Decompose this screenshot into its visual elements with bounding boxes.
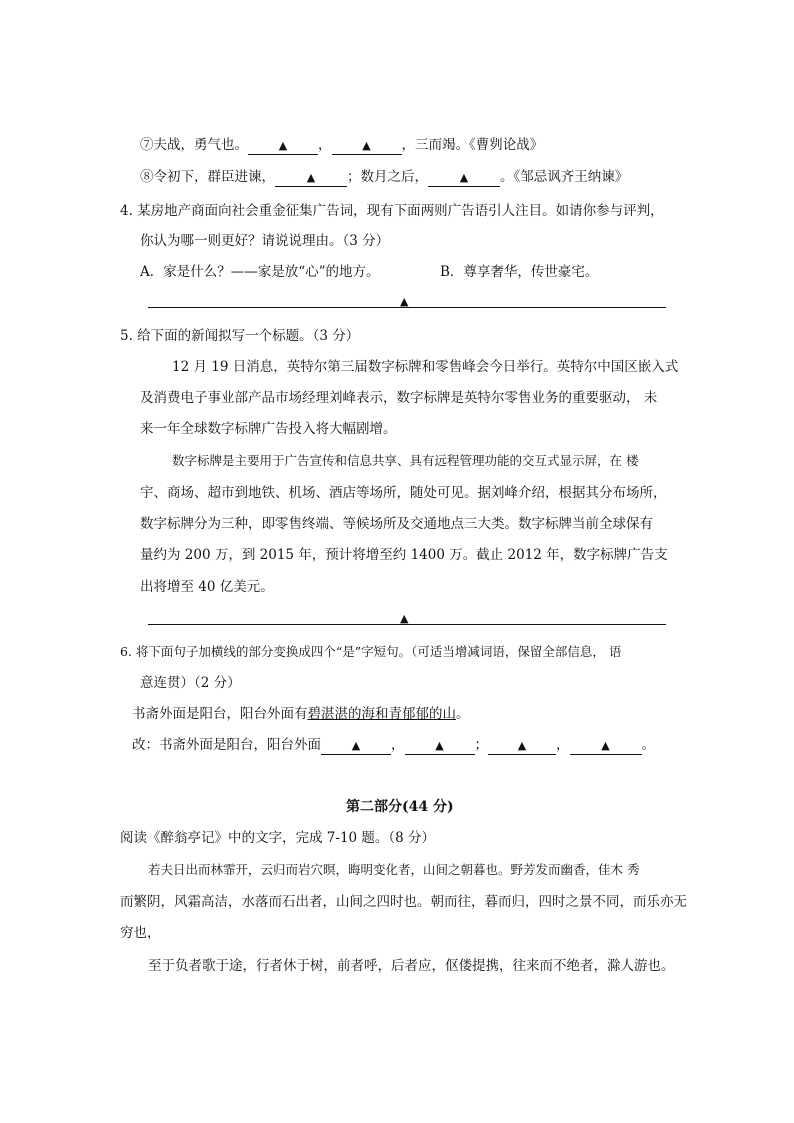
part2-instruction: 阅读《醉翁亭记》中的文字，完成 7-10 题。（8 分） (120, 830, 436, 846)
q4-prompt-line-1: 4. 某房地产商面向社会重金征集广告词，现有下面两则广告语引人注目。如请你参与评判， (120, 203, 664, 219)
q3-item8-suffix: 。《邹忌讽齐王纳谏》 (500, 169, 629, 185)
triangle-marker-icon: ▲ (517, 739, 527, 752)
q6-sentence-suffix: 。 (456, 706, 470, 722)
passage-paragraph-1-line-1: 若夫日出而林霏开，云归而岩穴暝，晦明变化者，山间之朝暮也。野芳发而幽香，佳木 秀 (148, 862, 640, 877)
q6-answer-blank-2[interactable] (405, 738, 475, 755)
triangle-marker-icon: ▲ (306, 171, 316, 184)
q6-separator: ； (474, 737, 488, 753)
q5-news-paragraph-1-line-3: 来一年全球数字标牌广告投入将大幅剧增。 (140, 421, 397, 437)
q3-item8-blank-2[interactable] (428, 170, 500, 187)
q6-prompt-line-2: 意连贯）（2 分） (140, 675, 241, 691)
triangle-marker-icon: ▲ (601, 739, 610, 752)
triangle-marker-icon: ▲ (400, 612, 409, 625)
triangle-marker-icon: ▲ (435, 739, 444, 752)
part2-heading: 第二部分(44 分) (346, 799, 454, 815)
triangle-marker-icon: ▲ (278, 139, 288, 152)
q3-item7-blank-2[interactable] (332, 138, 402, 155)
q6-answer-prefix: 改：书斋外面是阳台，阳台外面 (132, 737, 321, 753)
q6-sentence-prefix: 书斋外面是阳台，阳台外面有 (132, 706, 308, 722)
passage-paragraph-1-line-2: 而繁阴，风霜高洁，水落而石出者，山间之四时也。朝而往，暮而归，四时之景不同，而乐亦无 (120, 894, 687, 910)
q5-news-paragraph-2-line-1: 数字标牌是主要用于广告宣传和信息共享、具有远程管理功能的交互式显示屏，在 楼 (172, 453, 639, 468)
q6-answer-blank-4[interactable] (570, 738, 642, 755)
q5-news-paragraph-2-line-2: 宇、商场、超市到地铁、机场、酒店等场所，随处可见。据刘峰介绍，根据其分布场所， (140, 485, 667, 501)
q3-item8-prefix: ⑧令初下，群臣进谏， (140, 169, 275, 185)
passage-paragraph-1-line-3: 穷也， (120, 925, 161, 941)
q3-item8-blank-1[interactable] (275, 170, 347, 187)
q5-news-paragraph-2-line-5: 出将增至 40 亿美元。 (140, 579, 274, 595)
q5-news-paragraph-1-line-1: 12 月 19 日消息，英特尔第三届数字标牌和零售峰会今日举行。英特尔中国区嵌入式 (172, 359, 679, 375)
q4-option-b: B．尊享奢华，传世豪宅。 (440, 264, 599, 280)
q6-end: 。 (641, 737, 655, 753)
q4-option-a: A．家是什么？——家是放“心”的地方。 (140, 264, 380, 280)
q3-item7-blank-1[interactable] (248, 138, 318, 155)
q6-separator: ， (391, 737, 405, 753)
q6-sentence (132, 704, 470, 724)
q5-news-paragraph-1-line-2: 及消费电子事业部产品市场经理刘峰表示，数字标牌是英特尔零售业务的重要驱动， 未 (140, 390, 658, 406)
q3-item7 (140, 135, 543, 155)
triangle-marker-icon: ▲ (351, 739, 361, 752)
triangle-marker-icon: ▲ (362, 139, 371, 152)
q6-separator: ， (556, 737, 570, 753)
q6-answer-blank-3[interactable] (488, 738, 556, 755)
q6-prompt-line-1: 6. 将下面句子加横线的部分变换成四个“是”字短句。（可适当增减词语，保留全部信息， 语 (120, 644, 622, 659)
passage-paragraph-2-line-1: 至于负者歌于途，行者休于树，前者呼，后者应，伛偻提携，往来而不绝者，滁人游也。 (148, 958, 675, 974)
q3-item7-middle: ， (318, 137, 332, 153)
q6-answer-blank-1[interactable] (321, 738, 391, 755)
q4-prompt-line-2: 你认为哪一则更好？请说说理由。（3 分） (140, 233, 390, 249)
triangle-marker-icon: ▲ (459, 171, 469, 184)
q5-prompt: 5. 给下面的新闻拟写一个标题。（3 分） (120, 328, 360, 344)
q6-sentence-underlined: 碧湛湛的海和青郁郁的山 (307, 706, 456, 722)
q5-news-paragraph-2-line-4: 量约为 200 万，到 2015 年，预计将增至约 1400 万。截止 2012 年，数字标牌广告支 (140, 547, 668, 563)
q3-item7-suffix: ，三而竭。《曹刿论战》 (401, 137, 544, 153)
q5-news-paragraph-2-line-3: 数字标牌分为三种，即零售终端、等候场所及交通地点三大类。数字标牌当前全球保有 (140, 516, 653, 532)
q6-answer (132, 735, 655, 755)
q3-item8-middle: ；数月之后， (347, 169, 428, 185)
triangle-marker-icon: ▲ (400, 295, 409, 308)
q3-item7-prefix: ⑦夫战，勇气也。 (140, 137, 248, 153)
q3-item8 (140, 167, 628, 187)
